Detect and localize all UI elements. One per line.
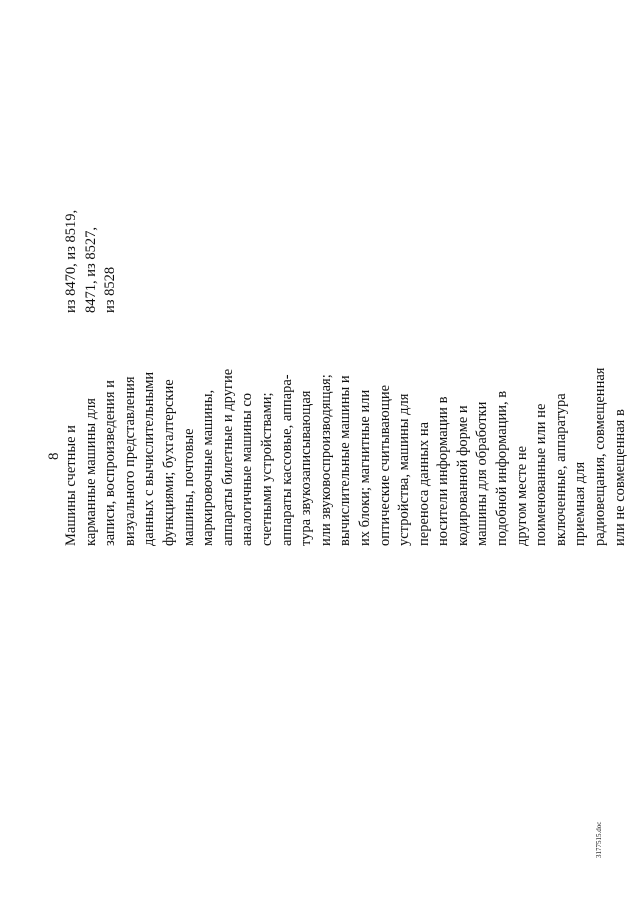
hs-code-column (62, 210, 121, 313)
description-line: тура звукозаписывающая (298, 390, 315, 546)
description-line: маркировочные машины, (200, 389, 217, 546)
description-line: оптические считывающие (376, 384, 393, 546)
code-line: из 8528 (102, 266, 119, 313)
description-line: машины, почтовые (180, 428, 197, 546)
page-number: 8 (46, 452, 62, 460)
code-line: из 8470, из 8519, (63, 209, 79, 313)
description-line: включенные, аппаратура (552, 393, 569, 546)
description-line: приемная для (572, 461, 589, 546)
description-line: другом месте не (513, 445, 530, 546)
description-line: функциями; бухгалтерские (160, 379, 177, 546)
description-line: аппараты кассовые, аппара- (278, 374, 295, 546)
description-line: поименованные или не (533, 403, 550, 546)
description-line: радиовещания, совмещенная (592, 367, 609, 546)
description-line: их блоки; магнитные или (356, 389, 373, 546)
description-line: машины для обработки (474, 401, 491, 546)
description-line: визуального представления (121, 376, 138, 546)
description-line: носители информации в (435, 396, 452, 546)
description-line: подобной информации, в (494, 390, 511, 546)
description-line: или не совмещенная в (611, 409, 628, 546)
description-line: переноса данных на (415, 421, 432, 546)
description-line: кодированной форме и (454, 405, 471, 546)
description-line: аппараты билетные и другие (219, 368, 236, 546)
goods-description-column (62, 368, 630, 546)
description-line: вычислительные машины и (337, 375, 354, 546)
description-line: счетными устройствами; (258, 392, 275, 546)
description-line: данных с вычислительными (141, 371, 158, 546)
description-line: устройства, машины для (396, 393, 413, 546)
description-line: записи, воспроизведения и (102, 380, 119, 546)
code-line: 8471, из 8527, (82, 227, 99, 313)
description-line: карманные машины для (82, 398, 99, 546)
description-line: аналогичные машины со (239, 392, 256, 546)
description-line: Машины счетные и (63, 425, 79, 546)
description-line: или звуковоспроизводящая; (317, 374, 334, 546)
footer-filename: 3177515.doc (595, 821, 603, 858)
